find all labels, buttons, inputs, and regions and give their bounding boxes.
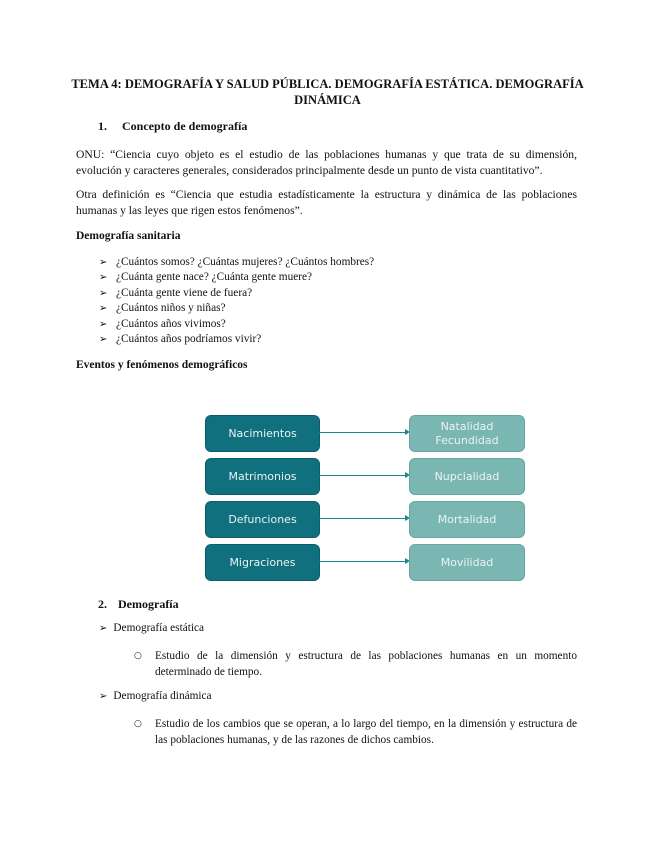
list-item: ➢ ¿Cuánta gente nace? ¿Cuánta gente muere? — [99, 270, 374, 285]
diagram-arrow-line — [319, 432, 406, 433]
list-item: ➢ ¿Cuántos somos? ¿Cuántas mujeres? ¿Cuántos hombres? — [99, 255, 374, 270]
section-1-heading — [98, 119, 247, 134]
diagram-box-mortalidad: Mortalidad — [409, 501, 525, 538]
bullet-list — [99, 255, 374, 347]
diagram-arrow-line — [319, 475, 406, 476]
diagram-box-natalidad: Natalidad Fecundidad — [409, 415, 525, 452]
arrow-bullet-icon: ➢ — [99, 691, 108, 702]
paragraph-onu: ONU: “Ciencia cuyo objeto es el estudio de las poblaciones humanas y que trata de su dimensión, evolución y caracteres generales, considerados principalmente desde un punto de vista cuantitativo”. — [76, 148, 577, 177]
section-1-title: Concepto de demografía — [122, 119, 248, 133]
diagram-box-migraciones: Migraciones — [205, 544, 320, 581]
diagram-box-matrimonios: Matrimonios — [205, 458, 320, 495]
circle-bullet-icon: ○ — [134, 651, 142, 661]
item-label: Demografía estática — [113, 622, 205, 634]
document-title: TEMA 4: DEMOGRAFÍA Y SALUD PÚBLICA. DEMOGRAFÍA ESTÁTICA. DEMOGRAFÍA DINÁMICA — [71, 77, 584, 107]
section-2-heading — [98, 597, 179, 612]
section-2-number: 2. — [98, 597, 107, 611]
item-label: Demografía dinámica — [113, 690, 212, 702]
list-item: ➢ ¿Cuántos años podríamos vivir? — [99, 332, 374, 347]
diagram-arrow-line — [319, 518, 406, 519]
arrow-bullet-icon: ➢ — [99, 623, 108, 634]
diagram-box-movilidad: Movilidad — [409, 544, 525, 581]
diagram-box-defunciones: Defunciones — [205, 501, 320, 538]
section-2-title: Demografía — [118, 597, 179, 611]
subheading-eventos: Eventos y fenómenos demográficos — [76, 359, 248, 371]
paragraph-otra-definicion: Otra definición es “Ciencia que estudia estadísticamente la estructura y dinámica de las poblaciones humanas y las leyes que rigen estos fenómenos”. — [76, 188, 577, 217]
list-item: ➢ ¿Cuántos niños y niñas? — [99, 301, 374, 316]
diagram-box-nacimientos: Nacimientos — [205, 415, 320, 452]
desc-demografia-dinamica: Estudio de los cambios que se operan, a lo largo del tiempo, en la dimensión y estructura de las poblaciones humanas, y de las razones de dichos cambios. — [155, 718, 577, 746]
section-1-number: 1. — [98, 119, 107, 133]
desc-demografia-estatica: Estudio de la dimensión y estructura de las poblaciones humanas en un momento determinado de tiempo. — [155, 650, 577, 678]
list-item: ➢ ¿Cuántos años vivimos? — [99, 317, 374, 332]
diagram-box-nupcialidad: Nupcialidad — [409, 458, 525, 495]
circle-bullet-icon: ○ — [134, 719, 142, 729]
diagram-arrow-line — [319, 561, 406, 562]
item-demografia-dinamica — [99, 690, 212, 702]
list-item: ➢ ¿Cuánta gente viene de fuera? — [99, 286, 374, 301]
subheading-demografia-sanitaria: Demografía sanitaria — [76, 230, 181, 242]
item-demografia-estatica — [99, 622, 204, 634]
